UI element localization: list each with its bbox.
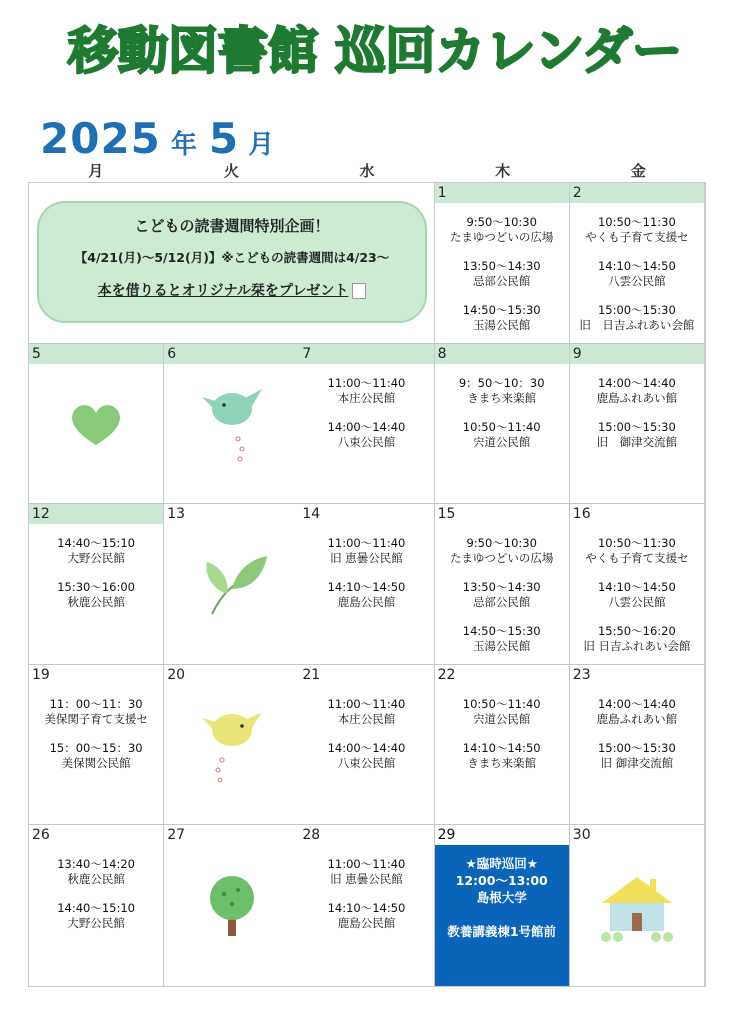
stop-location: 秋鹿公民館	[67, 595, 125, 610]
stop-time: 14:10〜14:50	[327, 901, 406, 916]
day-number: 30	[572, 827, 591, 844]
stop-time: 10:50〜11:30	[597, 215, 676, 229]
day-cell[interactable]	[29, 344, 164, 505]
yellow-bird-icon	[164, 685, 299, 805]
event-list	[435, 697, 569, 785]
weekday-header	[28, 160, 706, 182]
stop-location: たまゆつどいの広場	[449, 230, 554, 244]
day-cell[interactable]	[570, 665, 705, 826]
stop-location: 八雲公民館	[608, 595, 666, 610]
stop-entry	[328, 901, 406, 931]
stop-entry	[57, 857, 135, 887]
day-number: 16	[572, 506, 591, 523]
day-cell-special[interactable]	[435, 825, 570, 986]
stop-location: 美保関子育て支援セ	[44, 711, 148, 726]
stop-time: 11:00〜11:40	[327, 857, 406, 872]
day-number: 29	[435, 825, 569, 845]
stop-location: 八束公民館	[337, 434, 396, 449]
day-number: 14	[302, 506, 321, 523]
event-list	[435, 215, 569, 344]
event-list	[435, 536, 569, 665]
stop-location: 八雲公民館	[608, 274, 666, 288]
stop-location: やくも子育て支援セ	[585, 230, 689, 244]
stop-location: 本庄公民館	[337, 390, 396, 405]
stop-location: 玉湯公民館	[472, 318, 531, 332]
banner-period: 【4/21(月)〜5/12(月)】※こどもの読書週間は4/23〜	[74, 250, 390, 265]
day-cell[interactable]	[435, 504, 570, 665]
page-title	[60, 14, 710, 86]
day-cell[interactable]	[299, 665, 434, 826]
stop-entry	[328, 697, 406, 727]
stop-time: 14:40〜15:10	[57, 901, 135, 916]
day-number: 20	[167, 666, 186, 683]
day-number: 5	[29, 344, 163, 364]
stop-entry	[583, 624, 690, 654]
stop-time: 15:00〜15:30	[597, 740, 676, 755]
day-cell[interactable]	[570, 504, 705, 665]
stop-entry	[598, 259, 676, 289]
stop-location: 忌部公民館	[472, 595, 531, 610]
day-number: 22	[437, 666, 456, 683]
event-list	[29, 697, 163, 785]
banner-bubble	[37, 201, 427, 323]
stop-location: 大野公民館	[67, 916, 125, 931]
stop-location: 鹿島公民館	[337, 916, 396, 931]
stop-time: 11:00〜11:40	[327, 375, 406, 390]
stop-entry	[328, 741, 406, 771]
weekday-wed: 水	[359, 162, 375, 180]
stop-location: 本庄公民館	[337, 711, 396, 726]
stop-location: 鹿島ふれあい館	[596, 390, 678, 405]
stop-time: 11:00〜11:40	[327, 696, 406, 711]
weekday-thu: 木	[495, 162, 511, 180]
stop-location: 鹿島公民館	[337, 595, 396, 610]
stop-location: きまち来楽館	[467, 755, 537, 770]
stop-time: 15:00〜15:30	[597, 303, 676, 317]
stop-time: 14:10〜14:50	[462, 740, 541, 755]
stop-time: 14:10〜14:50	[597, 259, 676, 273]
stop-location: きまち来楽館	[467, 390, 537, 405]
day-number: 28	[302, 827, 321, 844]
stop-location: たまゆつどいの広場	[449, 551, 554, 566]
stop-entry	[459, 376, 545, 406]
stop-location: 旧 恵曇公民館	[330, 872, 403, 887]
stop-time: 14:00〜14:40	[597, 696, 676, 711]
day-number: 23	[572, 666, 591, 683]
event-list	[570, 697, 704, 785]
special-visit-line	[435, 906, 569, 923]
stop-time: 14:10〜14:50	[597, 580, 676, 595]
stop-time: 14:50〜15:30	[462, 624, 541, 639]
stop-entry	[328, 376, 406, 406]
day-cell[interactable]	[435, 665, 570, 826]
stop-entry	[328, 580, 406, 610]
stop-location: 旧 日吉ふれあい会館	[579, 318, 695, 332]
stop-time: 9：50〜10：30	[458, 375, 545, 390]
stop-time: 9:50〜10:30	[466, 536, 537, 551]
day-cell[interactable]	[435, 344, 570, 505]
day-number: 26	[32, 827, 50, 844]
banner-offer: 本を借りるとオリジナル栞をプレゼント	[39, 280, 425, 300]
stop-entry	[50, 741, 143, 771]
day-number: 8	[435, 344, 569, 364]
stop-time: 13:40〜14:20	[57, 857, 135, 872]
special-event-banner	[29, 183, 435, 344]
stop-entry	[57, 901, 135, 931]
stop-location: 鹿島ふれあい館	[596, 711, 678, 726]
event-list	[299, 376, 433, 464]
stop-time: 14:00〜14:40	[597, 375, 676, 390]
stop-location: 玉湯公民館	[472, 639, 531, 654]
day-number: 27	[167, 827, 186, 844]
stop-location: 宍道公民館	[472, 711, 531, 726]
year: 2025	[40, 114, 161, 163]
stop-time: 11:00〜11:40	[327, 536, 406, 551]
stop-time: 14:10〜14:50	[327, 580, 406, 595]
stop-entry	[463, 741, 541, 771]
stop-location: 美保関公民館	[61, 755, 131, 770]
weekday-fri: 金	[630, 162, 646, 180]
stop-entry	[597, 420, 678, 450]
stop-entry	[57, 580, 135, 610]
event-list	[570, 215, 704, 344]
special-visit-line: 12:00〜13:00	[455, 873, 548, 889]
day-cell[interactable]	[299, 344, 434, 505]
stop-location: 宍道公民館	[472, 434, 531, 449]
weekday-mon: 月	[88, 162, 104, 180]
special-visit	[435, 855, 569, 940]
month: 5	[208, 114, 239, 163]
stop-entry	[597, 697, 678, 727]
day-cell[interactable]	[164, 665, 299, 826]
stop-time: 14:00〜14:40	[327, 419, 406, 434]
stop-entry	[44, 697, 148, 727]
day-number: 19	[32, 666, 50, 683]
stop-entry	[463, 624, 541, 654]
day-cell[interactable]	[164, 825, 299, 986]
year-month	[40, 114, 286, 164]
stop-entry	[450, 215, 554, 245]
stop-location: 旧 日吉ふれあい会館	[583, 639, 691, 654]
day-number: 2	[570, 183, 704, 203]
stop-time: 11：00〜11：30	[49, 696, 143, 711]
day-cell[interactable]	[29, 665, 164, 826]
stop-entry	[597, 376, 678, 406]
stop-time: 14:00〜14:40	[327, 740, 406, 755]
stop-time: 13:50〜14:30	[462, 580, 541, 595]
stop-time: 13:50〜14:30	[462, 259, 541, 273]
stop-location: 忌部公民館	[472, 274, 531, 288]
stop-entry	[598, 580, 676, 610]
day-number: 6	[164, 344, 299, 364]
title-text: 移動図書館 巡回カレンダー	[68, 22, 683, 80]
bird-icon	[164, 364, 299, 484]
stop-entry	[463, 420, 541, 450]
stop-time: 9:50〜10:30	[466, 215, 537, 229]
stop-location: やくも子育て支援セ	[585, 551, 689, 566]
day-number: 7	[299, 344, 433, 364]
special-visit-line: ★臨時巡回★	[465, 856, 538, 872]
stop-entry	[328, 420, 406, 450]
day-number: 12	[29, 504, 163, 524]
stop-entry	[585, 536, 689, 566]
stop-location: 八束公民館	[337, 755, 396, 770]
event-list	[570, 376, 704, 464]
month-unit: 月	[248, 130, 275, 160]
day-cell[interactable]	[299, 504, 434, 665]
day-cell[interactable]	[570, 825, 705, 986]
stop-entry	[328, 857, 406, 887]
event-list	[570, 536, 704, 665]
banner-title: こどもの読書週間特別企画！	[134, 217, 330, 235]
day-number: 9	[570, 344, 704, 364]
day-cell[interactable]	[570, 183, 705, 344]
stop-entry	[57, 536, 135, 566]
stop-time: 15：00〜15：30	[49, 740, 143, 755]
event-list	[435, 376, 569, 464]
stop-location: 旧 御津交流館	[596, 434, 678, 449]
stop-location: 秋鹿公民館	[67, 872, 125, 887]
year-unit: 年	[170, 130, 197, 160]
stop-time: 10:50〜11:30	[597, 536, 676, 551]
day-cell[interactable]	[29, 504, 164, 665]
weekday-tue: 火	[223, 162, 239, 180]
stop-time: 10:50〜11:40	[462, 419, 541, 434]
memo-icon	[352, 283, 366, 299]
stop-entry	[463, 697, 541, 727]
stop-entry	[598, 741, 676, 771]
day-cell[interactable]	[570, 344, 705, 505]
event-list	[299, 697, 433, 785]
stop-location: 旧 御津交流館	[600, 755, 674, 770]
heart-icon	[29, 364, 163, 484]
event-list	[299, 857, 433, 945]
house-icon	[570, 845, 704, 965]
special-visit-line: 島根大学	[476, 890, 527, 906]
day-cell[interactable]	[29, 825, 164, 986]
stop-entry	[463, 303, 541, 333]
stop-entry	[585, 215, 689, 245]
day-number: 13	[167, 506, 186, 523]
stop-time: 15:50〜16:20	[597, 624, 676, 639]
stop-entry	[463, 580, 541, 610]
stop-location: 大野公民館	[67, 551, 125, 566]
stop-entry	[579, 303, 694, 333]
stop-entry	[328, 536, 406, 566]
stop-time: 14:50〜15:30	[462, 303, 541, 317]
special-visit-line: 教養講義棟1号館前	[447, 924, 557, 940]
stop-time: 15:00〜15:30	[597, 419, 676, 434]
day-cell[interactable]	[164, 344, 299, 505]
stop-time: 10:50〜11:40	[462, 696, 541, 711]
stop-entry	[450, 536, 554, 566]
tree-icon	[164, 845, 299, 965]
leaf-icon	[164, 524, 299, 644]
stop-time: 14:40〜15:10	[57, 536, 135, 551]
stop-entry	[463, 259, 541, 289]
event-list	[29, 857, 163, 945]
stop-time: 15:30〜16:00	[57, 580, 135, 595]
stop-location: 旧 恵曇公民館	[330, 551, 403, 566]
day-cell[interactable]	[299, 825, 434, 986]
day-cell[interactable]	[435, 183, 570, 344]
calendar-grid	[28, 182, 706, 987]
event-list	[29, 536, 163, 624]
day-cell[interactable]	[164, 504, 299, 665]
event-list	[299, 536, 433, 624]
day-number: 15	[437, 506, 456, 523]
day-number: 21	[302, 666, 321, 683]
day-number: 1	[435, 183, 569, 203]
